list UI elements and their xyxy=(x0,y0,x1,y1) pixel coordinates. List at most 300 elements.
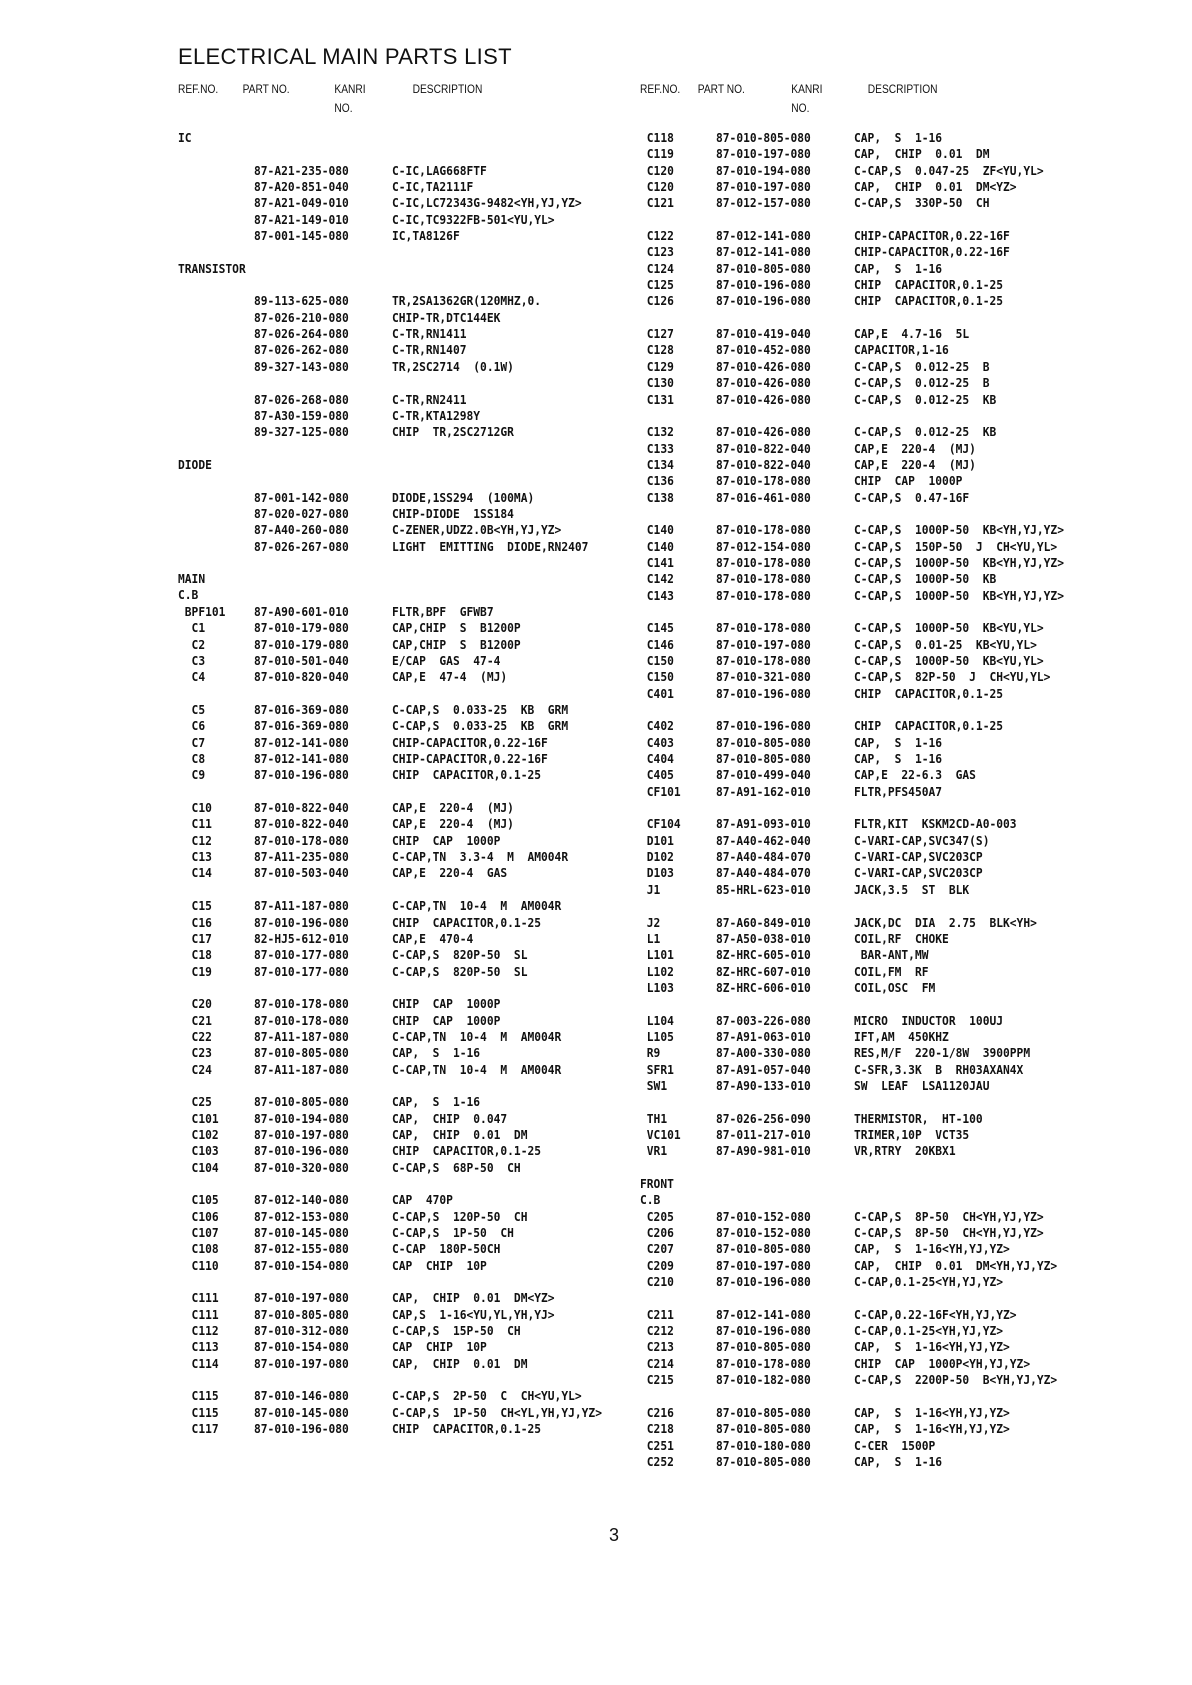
ref-no-cell: C103 xyxy=(178,1143,219,1159)
ref-no-cell: C251 xyxy=(640,1437,674,1453)
description-cell: CHIP CAP 1000P xyxy=(392,1012,501,1028)
description-cell: C-CAP,S 0.012-25 B xyxy=(854,358,990,374)
description-cell: C-CAP,S 2200P-50 B<YH,YJ,YZ> xyxy=(854,1372,1058,1388)
ref-no-cell: C207 xyxy=(640,1241,674,1257)
header-description: DESCRIPTION xyxy=(412,82,483,96)
part-no-cell: 87-A40-462-040 xyxy=(716,832,811,848)
ref-no-cell: C206 xyxy=(640,1225,674,1241)
description-cell: C-IC,LC72343G-9482<YH,YJ,YZ> xyxy=(392,195,582,211)
ref-no-cell: C17 xyxy=(178,930,212,946)
header-part-no: PART NO. xyxy=(242,82,290,96)
part-no-cell: 87-010-178-080 xyxy=(254,1012,349,1028)
part-no-cell: 87-026-264-080 xyxy=(254,326,349,342)
part-no-cell: 87-010-197-080 xyxy=(716,636,811,652)
part-no-cell: 87-010-152-080 xyxy=(716,1225,811,1241)
part-no-cell: 87-010-805-080 xyxy=(716,130,811,145)
ref-no-cell: SFR1 xyxy=(640,1061,674,1077)
page-title: ELECTRICAL MAIN PARTS LIST xyxy=(178,44,512,69)
ref-no-cell: C126 xyxy=(640,293,674,309)
description-cell: C-CAP,S 1P-50 CH xyxy=(392,1225,514,1241)
part-no-cell: 87-010-196-080 xyxy=(254,767,349,783)
part-no-cell: 87-A91-057-040 xyxy=(716,1061,811,1077)
description-cell: COIL,RF CHOKE xyxy=(854,930,949,946)
description-cell: LIGHT EMITTING DIODE,RN2407 xyxy=(392,538,589,554)
description-cell: C-CAP,S 820P-50 SL xyxy=(392,963,528,979)
description-cell: MICRO INDUCTOR 100UJ xyxy=(854,1012,1004,1028)
part-no-cell: 87-010-196-080 xyxy=(716,718,811,734)
ref-no-cell: C211 xyxy=(640,1306,674,1322)
page-number: 3 xyxy=(609,1525,620,1545)
part-no-cell: 87-010-822-040 xyxy=(254,816,349,832)
part-no-cell: 87-016-461-080 xyxy=(716,489,811,505)
description-cell: JACK,DC DIA 2.75 BLK<YH> xyxy=(854,914,1037,930)
part-no-cell: 87-012-155-080 xyxy=(254,1241,349,1257)
description-cell: C-CAP,S 68P-50 CH xyxy=(392,1159,521,1175)
part-no-cell: 87-010-501-040 xyxy=(254,653,349,668)
part-no-cell: 87-A21-049-010 xyxy=(254,195,349,211)
ref-no-cell: C114 xyxy=(178,1355,219,1371)
description-cell: CHIP CAP 1000P xyxy=(854,473,963,489)
ref-no-cell: C8 xyxy=(178,751,206,767)
description-cell: CAP, CHIP 0.01 DM<YZ> xyxy=(392,1290,555,1306)
ref-no-cell: C132 xyxy=(640,424,674,440)
part-no-cell: 87-010-805-080 xyxy=(716,260,811,276)
ref-no-cell: C110 xyxy=(178,1257,219,1273)
ref-no-cell: C150 xyxy=(640,669,674,685)
part-no-cell: 87-010-822-040 xyxy=(716,456,811,472)
ref-no-cell: C12 xyxy=(178,832,212,848)
description-cell: C-CAP,S 1P-50 CH<YL,YH,YJ,YZ> xyxy=(392,1404,602,1420)
ref-no-cell: R9 xyxy=(640,1045,661,1061)
part-no-cell: 87-010-196-080 xyxy=(254,1421,349,1437)
ref-no-cell: C111 xyxy=(178,1306,219,1322)
part-no-cell: 87-010-197-080 xyxy=(716,179,811,195)
part-no-cell: 87-A21-149-010 xyxy=(254,211,349,227)
description-cell: CAP,E 47-4 (MJ) xyxy=(392,669,508,685)
ref-no-cell: C23 xyxy=(178,1045,212,1061)
part-no-cell: 87-012-157-080 xyxy=(716,195,811,211)
part-no-cell: 87-A90-601-010 xyxy=(254,603,349,619)
part-no-cell: 87-010-145-080 xyxy=(254,1404,349,1420)
description-cell: CAP, S 1-16 xyxy=(392,1045,481,1061)
description-cell: C-CAP,S 1000P-50 KB<YU,YL> xyxy=(854,620,1044,636)
ref-no-cell: C104 xyxy=(178,1159,219,1175)
description-cell: C-CAP,S 1000P-50 KB<YH,YJ,YZ> xyxy=(854,587,1064,603)
ref-no-cell: C119 xyxy=(640,146,674,162)
part-no-cell: 87-010-197-080 xyxy=(254,1290,349,1306)
ref-no-cell: L104 xyxy=(640,1012,674,1028)
ref-no-cell: C112 xyxy=(178,1323,219,1339)
part-no-cell: 87-010-154-080 xyxy=(254,1339,349,1355)
ref-no-cell: BPF101 xyxy=(178,603,226,619)
description-cell: C-CAP,S 0.01-25 KB<YU,YL> xyxy=(854,636,1037,652)
part-no-cell: 87-010-805-080 xyxy=(716,1241,811,1257)
ref-no-cell: C2 xyxy=(178,636,206,652)
part-no-cell: 87-010-426-080 xyxy=(716,358,811,374)
part-no-cell: 87-010-805-080 xyxy=(716,1404,811,1420)
ref-no-cell: CF101 xyxy=(640,783,681,799)
description-cell: CHIP CAPACITOR,0.1-25 xyxy=(854,685,1004,701)
description-cell: C-CAP,S 1000P-50 KB<YH,YJ,YZ> xyxy=(854,522,1064,538)
part-no-cell: 8Z-HRC-605-010 xyxy=(716,947,811,963)
description-cell: CHIP CAPACITOR,0.1-25 xyxy=(392,914,542,930)
ref-no-cell: C21 xyxy=(178,1012,212,1028)
description-cell: C-CAP,S 15P-50 CH xyxy=(392,1323,521,1339)
description-cell: C-CAP,TN 10-4 M AM004R xyxy=(392,898,562,914)
part-no-cell: 87-010-178-080 xyxy=(254,832,349,848)
ref-no-cell: C215 xyxy=(640,1372,674,1388)
ref-no-cell: C210 xyxy=(640,1274,674,1290)
description-cell: CHIP-DIODE 1SS184 xyxy=(392,505,514,521)
ref-no-cell: C20 xyxy=(178,996,212,1012)
description-cell: CAP, S 1-16 xyxy=(854,260,943,276)
part-no-cell: 87-A91-063-010 xyxy=(716,1028,811,1044)
part-no-cell: 87-A40-260-080 xyxy=(254,522,349,538)
ref-no-cell: C133 xyxy=(640,440,674,456)
ref-no-cell: C146 xyxy=(640,636,674,652)
part-no-cell: 87-010-177-080 xyxy=(254,963,349,979)
part-no-cell: 87-010-419-040 xyxy=(716,326,811,342)
description-cell: CAP,E 22-6.3 GAS xyxy=(854,767,976,783)
part-no-cell: 89-327-125-080 xyxy=(254,424,349,440)
part-no-cell: 87-003-226-080 xyxy=(716,1012,811,1028)
part-no-cell: 82-HJ5-612-010 xyxy=(254,930,349,946)
description-cell: C-CAP,S 0.033-25 KB GRM xyxy=(392,702,569,718)
ref-no-cell: C124 xyxy=(640,260,674,276)
description-cell: C-CAP,0.1-25<YH,YJ,YZ> xyxy=(854,1323,1004,1339)
part-no-cell: 87-012-154-080 xyxy=(716,538,811,554)
description-cell: CHIP-CAPACITOR,0.22-16F xyxy=(392,751,548,767)
ref-no-cell: C1 xyxy=(178,620,206,636)
description-cell: C-CAP,TN 10-4 M AM004R xyxy=(392,1061,562,1077)
part-no-cell: 87-010-178-080 xyxy=(716,571,811,587)
ref-no-cell: L105 xyxy=(640,1028,674,1044)
description-cell: VR,RTRY 20KBX1 xyxy=(854,1143,956,1159)
header-kanri: KANRI xyxy=(334,82,366,96)
ref-no-cell: C142 xyxy=(640,571,674,587)
part-no-cell: 87-012-141-080 xyxy=(716,244,811,260)
description-cell: FLTR,KIT KSKM2CD-A0-003 xyxy=(854,816,1017,832)
ref-no-cell: C19 xyxy=(178,963,212,979)
description-cell: CHIP TR,2SC2712GR xyxy=(392,424,514,440)
ref-no-cell: VR1 xyxy=(640,1143,668,1159)
ref-no-cell: L101 xyxy=(640,947,674,963)
description-cell: CAP, CHIP 0.01 DM<YZ> xyxy=(854,179,1017,195)
header-kanri-no: NO. xyxy=(791,101,810,115)
description-cell: C-CAP,S 2P-50 C CH<YU,YL> xyxy=(392,1388,582,1404)
description-cell: CAP, S 1-16<YH,YJ,YZ> xyxy=(854,1339,1010,1355)
description-cell: C-TR,RN1411 xyxy=(392,326,467,342)
description-cell: C-VARI-CAP,SVC347(S) xyxy=(854,832,990,848)
part-no-cell: 87-A50-038-010 xyxy=(716,930,811,946)
part-no-cell: 87-010-196-080 xyxy=(716,277,811,293)
description-cell: CAP,S 1-16<YU,YL,YH,YJ> xyxy=(392,1306,555,1322)
part-no-cell: 87-026-210-080 xyxy=(254,309,349,325)
description-cell: C-IC,TC9322FB-501<YU,YL> xyxy=(392,211,555,227)
part-no-cell: 8Z-HRC-607-010 xyxy=(716,963,811,979)
ref-no-cell: C129 xyxy=(640,358,674,374)
ref-no-cell: C127 xyxy=(640,326,674,342)
description-cell: CHIP-CAPACITOR,0.22-16F xyxy=(392,734,548,750)
description-cell: C-CAP,S 0.012-25 B xyxy=(854,375,990,391)
ref-no-cell: C102 xyxy=(178,1126,219,1142)
part-no-cell: 8Z-HRC-606-010 xyxy=(716,979,811,995)
description-cell: CAP, CHIP 0.01 DM xyxy=(392,1126,528,1142)
part-no-cell: 87-010-197-080 xyxy=(254,1126,349,1142)
part-no-cell: 87-A91-093-010 xyxy=(716,816,811,832)
part-no-cell: 87-012-141-080 xyxy=(254,734,349,750)
ref-no-cell: C125 xyxy=(640,277,674,293)
part-no-cell: 87-010-822-040 xyxy=(716,440,811,456)
part-no-cell: 87-010-805-080 xyxy=(254,1045,349,1061)
description-cell: C-VARI-CAP,SVC203CP xyxy=(854,849,983,865)
ref-no-cell: C6 xyxy=(178,718,206,734)
description-cell: C-CAP,S 8P-50 CH<YH,YJ,YZ> xyxy=(854,1208,1044,1224)
part-no-cell: 87-010-805-080 xyxy=(716,734,811,750)
part-no-cell: 87-011-217-010 xyxy=(716,1126,811,1142)
description-cell: C-VARI-CAP,SVC203CP xyxy=(854,865,983,881)
ref-no-cell: J2 xyxy=(640,914,661,930)
description-cell: CAP, CHIP 0.01 DM xyxy=(392,1355,528,1371)
section-heading-text: IC xyxy=(178,130,192,145)
description-cell: E/CAP GAS 47-4 xyxy=(392,653,501,668)
part-no-cell: 87-010-499-040 xyxy=(716,767,811,783)
description-cell: C-CAP,S 0.047-25 ZF<YU,YL> xyxy=(854,162,1044,178)
description-cell: CHIP CAPACITOR,0.1-25 xyxy=(854,277,1004,293)
description-cell: CHIP CAP 1000P xyxy=(392,832,501,848)
description-cell: CHIP CAPACITOR,0.1-25 xyxy=(854,718,1004,734)
ref-no-cell: D103 xyxy=(640,865,674,881)
description-cell: RES,M/F 220-1/8W 3900PPM xyxy=(854,1045,1031,1061)
ref-no-cell: C118 xyxy=(640,130,674,145)
ref-no-cell: SW1 xyxy=(640,1077,668,1093)
description-cell: C-SFR,3.3K B RH03AXAN4X xyxy=(854,1061,1024,1077)
part-no-cell: 87-A40-484-070 xyxy=(716,865,811,881)
description-cell: JACK,3.5 ST BLK xyxy=(854,881,970,897)
part-no-cell: 87-010-820-040 xyxy=(254,669,349,685)
part-no-cell: 87-020-027-080 xyxy=(254,505,349,521)
description-cell: CAP, CHIP 0.01 DM xyxy=(854,146,990,162)
ref-no-cell: C24 xyxy=(178,1061,212,1077)
part-no-cell: 87-010-178-080 xyxy=(716,554,811,570)
part-no-cell: 87-010-312-080 xyxy=(254,1323,349,1339)
description-cell: C-CAP,S 120P-50 CH xyxy=(392,1208,528,1224)
ref-no-cell: C130 xyxy=(640,375,674,391)
ref-no-cell: C108 xyxy=(178,1241,219,1257)
ref-no-cell: C3 xyxy=(178,653,206,668)
part-no-cell: 87-010-426-080 xyxy=(716,391,811,407)
description-cell: C-TR,RN2411 xyxy=(392,391,467,407)
ref-no-cell: C18 xyxy=(178,947,212,963)
ref-no-cell: C120 xyxy=(640,162,674,178)
part-no-cell: 87-010-152-080 xyxy=(716,1208,811,1224)
part-no-cell: 87-A90-981-010 xyxy=(716,1143,811,1159)
part-no-cell: 87-010-196-080 xyxy=(716,1323,811,1339)
description-cell: C-CAP,0.1-25<YH,YJ,YZ> xyxy=(854,1274,1004,1290)
description-cell: CAP, CHIP 0.047 xyxy=(392,1110,508,1126)
description-cell: CAP, S 1-16 xyxy=(392,1094,481,1110)
description-cell: CAP,CHIP S B1200P xyxy=(392,620,521,636)
part-no-cell: 87-010-178-080 xyxy=(716,1355,811,1371)
part-no-cell: 87-026-262-080 xyxy=(254,342,349,358)
description-cell: COIL,FM RF xyxy=(854,963,929,979)
description-cell: C-CAP,S 150P-50 J CH<YU,YL> xyxy=(854,538,1058,554)
part-no-cell: 87-010-177-080 xyxy=(254,947,349,963)
description-cell: CAP, CHIP 0.01 DM<YH,YJ,YZ> xyxy=(854,1257,1058,1273)
part-no-cell: 87-010-197-080 xyxy=(716,146,811,162)
part-no-cell: 89-113-625-080 xyxy=(254,293,349,309)
part-no-cell: 87-016-369-080 xyxy=(254,718,349,734)
ref-no-cell: C141 xyxy=(640,554,674,570)
ref-no-cell: C106 xyxy=(178,1208,219,1224)
part-no-cell: 87-012-141-080 xyxy=(716,228,811,244)
ref-no-cell: C5 xyxy=(178,702,206,718)
part-no-cell: 87-A11-187-080 xyxy=(254,1028,349,1044)
description-cell: C-CAP,S 1000P-50 KB xyxy=(854,571,997,587)
description-cell: SW LEAF LSA1120JAU xyxy=(854,1077,990,1093)
description-cell: C-IC,LAG668FTF xyxy=(392,162,487,178)
ref-no-cell: C25 xyxy=(178,1094,212,1110)
ref-no-cell: D102 xyxy=(640,849,674,865)
ref-no-cell: C214 xyxy=(640,1355,674,1371)
description-cell: CAP, S 1-16<YH,YJ,YZ> xyxy=(854,1404,1010,1420)
ref-no-cell: C107 xyxy=(178,1225,219,1241)
description-cell: C-CAP,S 1000P-50 KB<YU,YL> xyxy=(854,653,1044,668)
ref-no-cell: C403 xyxy=(640,734,674,750)
description-cell: C-TR,KTA1298Y xyxy=(392,407,481,423)
ref-no-cell: C10 xyxy=(178,800,212,816)
description-cell: TR,2SC2714 (0.1W) xyxy=(392,358,514,374)
part-no-cell: 87-010-146-080 xyxy=(254,1388,349,1404)
ref-no-cell: C150 xyxy=(640,653,674,668)
part-no-cell: 87-010-197-080 xyxy=(254,1355,349,1371)
ref-no-cell: C115 xyxy=(178,1404,219,1420)
part-no-cell: 87-010-178-080 xyxy=(716,522,811,538)
description-cell: CAP CHIP 10P xyxy=(392,1257,487,1273)
description-cell: C-CAP,TN 3.3-4 M AM004R xyxy=(392,849,569,865)
description-cell: C-TR,RN1407 xyxy=(392,342,467,358)
part-no-cell: 87-010-822-040 xyxy=(254,800,349,816)
ref-no-cell: C145 xyxy=(640,620,674,636)
description-cell: CAP,E 470-4 xyxy=(392,930,474,946)
ref-no-cell: C131 xyxy=(640,391,674,407)
part-no-cell: 87-010-178-080 xyxy=(716,653,811,668)
part-no-cell: 87-001-142-080 xyxy=(254,489,349,505)
ref-no-cell: C134 xyxy=(640,456,674,472)
part-no-cell: 87-010-180-080 xyxy=(716,1437,811,1453)
part-no-cell: 87-010-196-080 xyxy=(716,1274,811,1290)
part-no-cell: 87-010-452-080 xyxy=(716,342,811,358)
ref-no-cell: C7 xyxy=(178,734,206,750)
header-kanri: KANRI xyxy=(791,82,823,96)
ref-no-cell: C11 xyxy=(178,816,212,832)
ref-no-cell: C212 xyxy=(640,1323,674,1339)
ref-no-cell: C404 xyxy=(640,751,674,767)
header-kanri-no: NO. xyxy=(334,101,353,115)
ref-no-cell: C123 xyxy=(640,244,674,260)
description-cell: CHIP-TR,DTC144EK xyxy=(392,309,501,325)
part-no-cell: 85-HRL-623-010 xyxy=(716,881,811,897)
description-cell: BAR-ANT,MW xyxy=(854,947,929,963)
description-cell: CAP,CHIP S B1200P xyxy=(392,636,521,652)
part-no-cell: 87-A21-235-080 xyxy=(254,162,349,178)
description-cell: CAP,E 220-4 (MJ) xyxy=(854,456,976,472)
ref-no-cell: D101 xyxy=(640,832,674,848)
ref-no-cell: C218 xyxy=(640,1421,674,1437)
ref-no-cell: C9 xyxy=(178,767,206,783)
part-no-cell: 87-010-805-080 xyxy=(716,1339,811,1355)
ref-no-cell: C113 xyxy=(178,1339,219,1355)
ref-no-cell: C13 xyxy=(178,849,212,865)
ref-no-cell: C101 xyxy=(178,1110,219,1126)
description-cell: C-CAP,S 820P-50 SL xyxy=(392,947,528,963)
part-no-cell: 87-012-153-080 xyxy=(254,1208,349,1224)
part-no-cell: 87-A00-330-080 xyxy=(716,1045,811,1061)
part-no-cell: 87-010-805-080 xyxy=(254,1094,349,1110)
description-cell: TRIMER,10P VCT35 xyxy=(854,1126,970,1142)
ref-no-cell: C136 xyxy=(640,473,674,489)
ref-no-cell: C143 xyxy=(640,587,674,603)
description-cell: CAP, S 1-16 xyxy=(854,751,943,767)
ref-no-cell: C252 xyxy=(640,1453,674,1469)
part-no-cell: 87-A11-187-080 xyxy=(254,1061,349,1077)
description-cell: CAP,E 4.7-16 5L xyxy=(854,326,970,342)
description-cell: COIL,OSC FM xyxy=(854,979,936,995)
part-no-cell: 87-010-196-080 xyxy=(716,685,811,701)
part-no-cell: 87-026-268-080 xyxy=(254,391,349,407)
ref-no-cell: C216 xyxy=(640,1404,674,1420)
part-no-cell: 87-016-369-080 xyxy=(254,702,349,718)
ref-no-cell: C117 xyxy=(178,1421,219,1437)
ref-no-cell: C138 xyxy=(640,489,674,505)
part-no-cell: 87-010-196-080 xyxy=(254,1143,349,1159)
part-no-cell: 87-010-178-080 xyxy=(716,587,811,603)
description-cell: C-CAP,S 82P-50 J CH<YU,YL> xyxy=(854,669,1051,685)
ref-no-cell: L103 xyxy=(640,979,674,995)
part-no-cell: 87-010-182-080 xyxy=(716,1372,811,1388)
ref-no-cell: C401 xyxy=(640,685,674,701)
description-cell: CHIP CAPACITOR,0.1-25 xyxy=(392,767,542,783)
description-cell: DIODE,1SS294 (100MA) xyxy=(392,489,535,505)
ref-no-cell: VC101 xyxy=(640,1126,681,1142)
description-cell: CAP, S 1-16 xyxy=(854,734,943,750)
description-cell: TR,2SA1362GR(120MHZ,0. xyxy=(392,293,542,309)
part-no-cell: 87-010-196-080 xyxy=(716,293,811,309)
description-cell: CHIP CAPACITOR,0.1-25 xyxy=(392,1421,542,1437)
description-cell: CAP, S 1-16<YH,YJ,YZ> xyxy=(854,1241,1010,1257)
description-cell: C-CAP,0.22-16F<YH,YJ,YZ> xyxy=(854,1306,1017,1322)
ref-no-cell: C140 xyxy=(640,522,674,538)
section-heading-text: FRONT C.B xyxy=(640,1176,674,1207)
part-no-cell: 87-010-154-080 xyxy=(254,1257,349,1273)
ref-no-cell: C122 xyxy=(640,228,674,244)
ref-no-cell: C15 xyxy=(178,898,212,914)
ref-no-cell: C121 xyxy=(640,195,674,211)
part-no-cell: 87-012-141-080 xyxy=(716,1306,811,1322)
part-no-cell: 87-010-805-080 xyxy=(716,1453,811,1469)
description-cell: IC,TA8126F xyxy=(392,228,460,244)
description-cell: CHIP CAPACITOR,0.1-25 xyxy=(392,1143,542,1159)
ref-no-cell: C22 xyxy=(178,1028,212,1044)
ref-no-cell: L1 xyxy=(640,930,661,946)
part-no-cell: 87-A91-162-010 xyxy=(716,783,811,799)
part-no-cell: 87-001-145-080 xyxy=(254,228,349,244)
header-description: DESCRIPTION xyxy=(867,82,938,96)
ref-no-cell: J1 xyxy=(640,881,661,897)
description-cell: C-CAP,S 330P-50 CH xyxy=(854,195,990,211)
description-cell: CHIP-CAPACITOR,0.22-16F xyxy=(854,228,1010,244)
ref-no-cell: TH1 xyxy=(640,1110,668,1126)
